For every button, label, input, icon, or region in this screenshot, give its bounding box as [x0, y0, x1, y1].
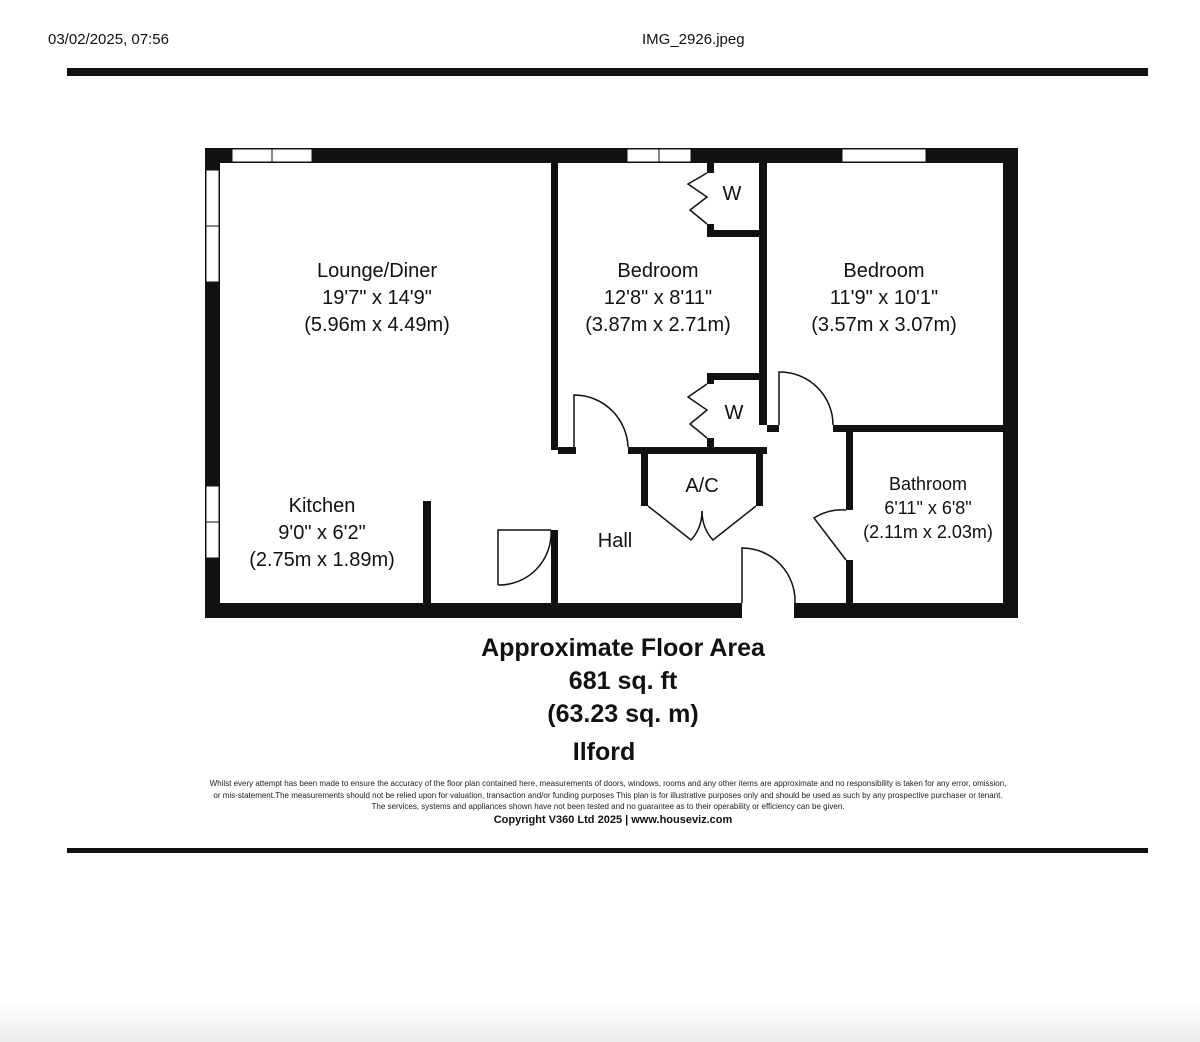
room-imperial: 11'9" x 10'1" — [829, 287, 939, 309]
room-name: Bedroom — [843, 260, 925, 282]
print-datetime: 03/02/2025, 07:56 — [48, 31, 169, 48]
door-ac-right — [702, 506, 756, 540]
wall-bedrooms-divider — [759, 163, 767, 425]
room-kitchen — [249, 493, 395, 574]
wardrobe-top-side — [707, 224, 714, 237]
room-metric: (5.96m x 4.49m) — [304, 314, 450, 336]
wall-bed2-corridor — [767, 425, 779, 432]
wall-bath-left — [846, 425, 853, 510]
wall-ac-right — [756, 454, 763, 506]
wall-bottom-right — [794, 603, 1018, 618]
room-metric: (3.87m x 2.71m) — [585, 314, 731, 336]
room-imperial: 19'7" x 14'9" — [322, 287, 432, 309]
door-ac-left — [648, 506, 702, 540]
room-name: Lounge/Diner — [316, 260, 438, 282]
room-bathroom — [863, 472, 993, 544]
window-bed2-top — [842, 149, 926, 162]
floor-area-title: Approximate Floor Area — [481, 634, 765, 662]
room-bedroom-2 — [811, 258, 957, 339]
disclaimer-line: The services, systems and appliances shown have not been tested and no guarantee as to their operability or efficiency can be given. — [371, 802, 845, 811]
disclaimer — [148, 778, 1068, 813]
room-bedroom-1 — [585, 258, 731, 339]
door-wardrobe-top — [688, 173, 707, 224]
room-hall: Hall — [597, 530, 633, 552]
disclaimer-line: Whilst every attempt has been made to ensure the accuracy of the floor plan contained here, measurements of doors, windows, rooms and any other items are approximate and no responsibility is taken for any error, omission, — [209, 779, 1007, 788]
wardrobe-bot-stub — [707, 438, 714, 447]
wall-bed1-hall-b — [628, 447, 767, 454]
room-name: Kitchen — [288, 495, 356, 517]
wardrobe-bot-top — [707, 373, 759, 380]
door-hall-lounge — [498, 530, 551, 585]
wall-bath-left-low — [846, 560, 853, 603]
room-lounge-diner — [304, 258, 450, 339]
bottom-rule — [67, 848, 1148, 853]
wardrobe-bottom-label: W — [724, 402, 744, 424]
wall-right — [1003, 148, 1018, 618]
floor-area-sqft: 681 sq. ft — [568, 667, 678, 695]
floor-area-sqm: (63.23 sq. m) — [547, 700, 699, 728]
wardrobe-top-stub — [707, 163, 714, 173]
wall-lounge-bedroom — [551, 163, 558, 450]
floor-area — [481, 632, 765, 731]
room-imperial: 9'0" x 6'2" — [278, 522, 366, 544]
room-name: Bathroom — [888, 474, 968, 494]
room-metric: (3.57m x 3.07m) — [811, 314, 957, 336]
wardrobe-bot-side — [707, 373, 714, 384]
file-name: IMG_2926.jpeg — [642, 31, 745, 48]
room-metric: (2.75m x 1.89m) — [249, 549, 395, 571]
wardrobe-top-bottom — [707, 230, 759, 237]
door-entrance — [742, 548, 795, 603]
room-ac: A/C — [685, 475, 719, 497]
wall-hall-left-low — [551, 530, 558, 603]
wall-bed2-bath — [833, 425, 1003, 432]
wall-kitchen-stub — [423, 501, 431, 603]
wardrobe-top-label: W — [722, 183, 742, 205]
page-bottom-shade — [0, 1002, 1200, 1042]
room-imperial: 12'8" x 8'11" — [603, 287, 713, 309]
room-metric: (2.11m x 2.03m) — [863, 522, 993, 542]
disclaimer-line: or mis-statement.The measurements should not be relied upon for valuation, transaction and/or funding purposes This plan is for illustrative purposes only and should be used as such by any prospective purchaser or tenant. — [213, 790, 1003, 800]
room-name: Bedroom — [617, 260, 699, 282]
door-bathroom — [814, 510, 846, 560]
door-bed2 — [779, 372, 833, 425]
wall-bed1-hall — [558, 447, 576, 454]
wall-bottom-left — [205, 603, 742, 618]
door-wardrobe-bot — [688, 384, 707, 438]
room-imperial: 6'11" x 6'8" — [884, 498, 972, 518]
door-bed1 — [574, 395, 628, 447]
location-name: Ilford — [572, 738, 636, 766]
copyright: Copyright V360 Ltd 2025 | www.houseviz.com — [493, 814, 733, 826]
wall-ac-left — [641, 454, 648, 506]
